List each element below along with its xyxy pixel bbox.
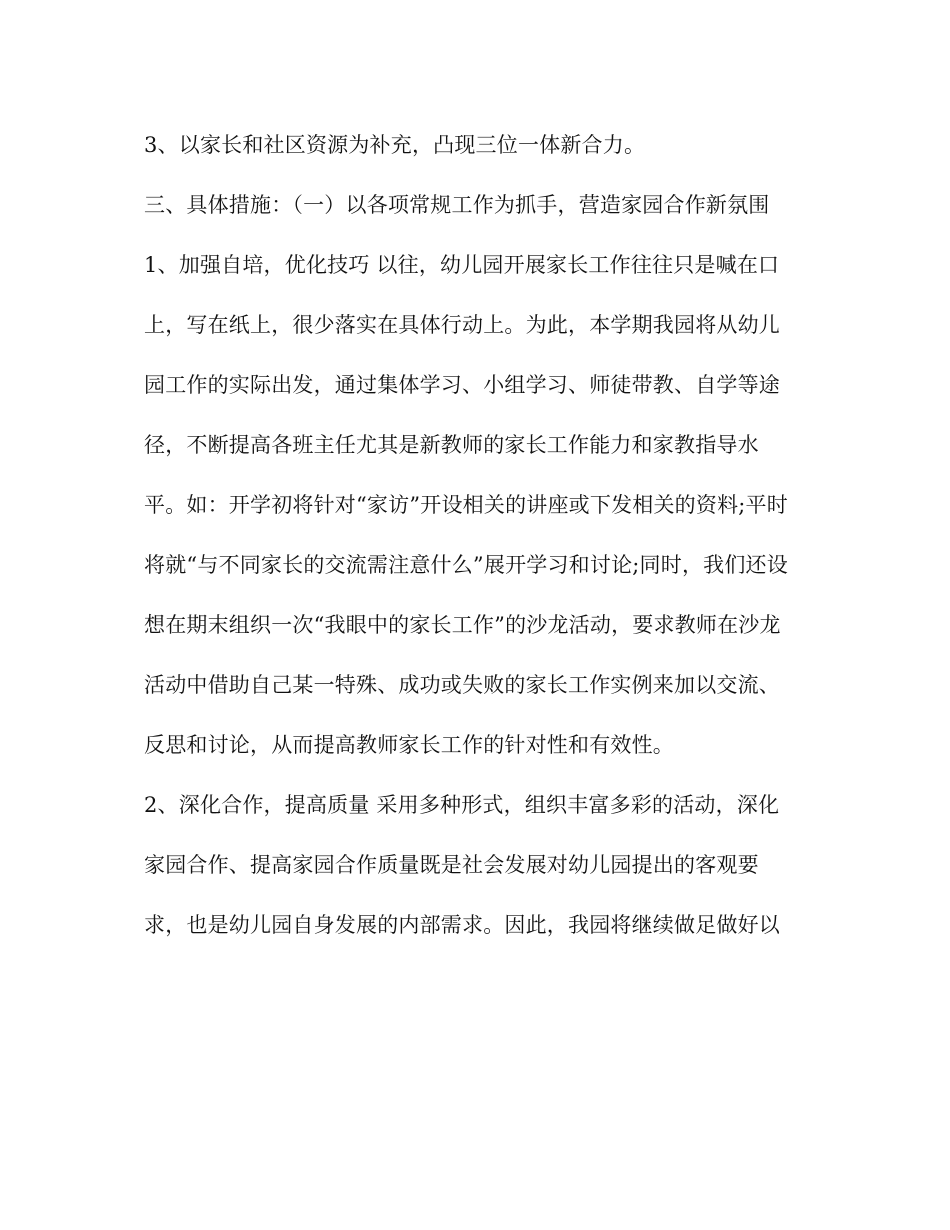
text-line: 平。如：开学初将针对“家访”开设相关的讲座或下发相关的资料;平时 (144, 493, 788, 517)
text-line: 1、加强自培，优化技巧 以往，幼儿园开展家长工作往往只是喊在口 (144, 253, 780, 277)
text-line: 上，写在纸上，很少落实在具体行动上。为此，本学期我园将从幼儿 (144, 313, 780, 337)
body-text (144, 120, 814, 960)
text-line: 家园合作、提高家园合作质量既是社会发展对幼儿园提出的客观要 (144, 853, 759, 877)
text-line: 3、以家长和社区资源为补充，凸现三位一体新合力。 (144, 133, 646, 157)
text-line: 2、深化合作，提高质量 采用多种形式，组织丰富多彩的活动，深化 (144, 793, 780, 817)
text-line: 想在期末组织一次“我眼中的家长工作”的沙龙活动，要求教师在沙龙 (144, 613, 781, 637)
text-line: 活动中借助自己某一特殊、成功或失败的家长工作实例来加以交流、 (144, 673, 780, 697)
text-line: 三、具体措施：（一）以各项常规工作为抓手，营造家园合作新氛围 (144, 193, 770, 217)
text-line: 反思和讨论，从而提高教师家长工作的针对性和有效性。 (144, 733, 674, 757)
text-line: 园工作的实际出发，通过集体学习、小组学习、师徒带教、自学等途 (144, 373, 780, 397)
text-line: 将就“与不同家长的交流需注意什么”展开学习和讨论;同时，我们还设 (144, 553, 788, 577)
text-line: 径，不断提高各班主任尤其是新教师的家长工作能力和家教指导水 (144, 433, 759, 457)
text-line: 求，也是幼儿园自身发展的内部需求。因此，我园将继续做足做好以 (144, 913, 780, 937)
